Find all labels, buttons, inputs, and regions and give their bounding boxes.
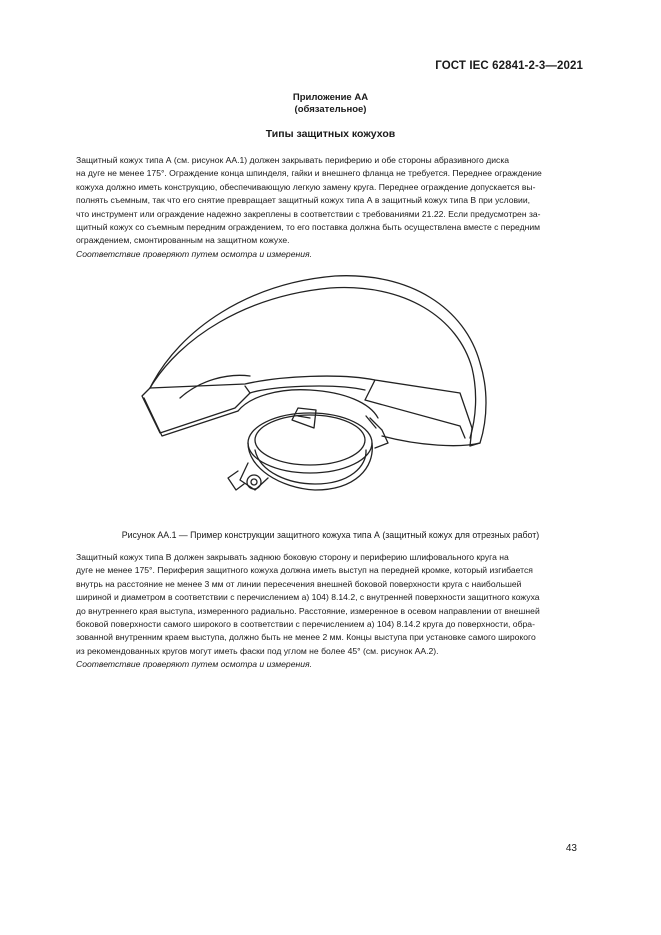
paragraph-line: зованной внутренним краем выступа, должно быть не менее 2 мм. Концы выступа при установке самого широкого [76, 632, 536, 643]
section-title: Типы защитных кожухов [265, 128, 396, 140]
paragraph-line: Защитный кожух типа В должен закрывать заднюю боковую сторону и периферию шлифовального круга на [76, 552, 509, 562]
annex-status: (обязательное) [294, 104, 367, 115]
compliance-note: Соответствие проверяют путем осмотра и измерения. [76, 248, 312, 259]
paragraph-line: что инструмент или ограждение надежно закреплены в соответствии с требованиями 21.22. Если предусмотрен за- [76, 208, 541, 219]
paragraph-line: внутрь на расстояние не менее 3 мм от линии пересечения внешней боковой поверхности круга с наибольшей [76, 578, 522, 589]
paragraph-line: боковой поверхности самого широкого в соответствии с перечислением а) 104) 8.14.2 круга до поверхности, обра- [76, 619, 535, 630]
annex-heading [0, 92, 661, 116]
document-header-standard: ГОСТ IEC 62841-2-3—2021 [435, 60, 583, 72]
paragraph-line: кожуха должно иметь конструкцию, обеспечивающую легкую замену круга. Переднее ограждение допускается вы- [76, 181, 536, 192]
paragraph-line: полнять съемным, так что его снятие превращает защитный кожух типа А в защитный кожух типа В при условии, [76, 195, 531, 206]
paragraph-line: дуге не менее 175°. Периферия защитного кожуха должна иметь выступ на передней кромке, который изгибается [76, 565, 533, 576]
paragraph-line: на дуге не менее 175°. Ограждение конца шпинделя, гайки и внешнего фланца не требуется. Переднее ограждение [76, 168, 542, 179]
paragraph-type-b [76, 551, 582, 672]
paragraph-type-a [76, 154, 582, 261]
paragraph-line: ограждением, смонтированным на защитном кожухе. [76, 235, 290, 246]
figure-caption: Рисунок АА.1 — Пример конструкции защитного кожуха типа А (защитный кожух для отрезных работ) [121, 530, 540, 540]
guard-type-a-figure [120, 268, 540, 516]
paragraph-line: щитный кожух со съемным передним ограждением, то его поставка должна быть осуществлена вместе с передним [76, 222, 541, 233]
annex-title: Приложение АА [292, 92, 369, 103]
paragraph-line: шириной и диаметром в соответствии с перечислением а) 104) 8.14.2, с внутренней поверхности защитного кожуха [76, 592, 540, 603]
paragraph-line: из рекомендованных кругов могут иметь фаски под углом не более 45° (см. рисунок АА.2). [76, 645, 439, 656]
paragraph-line: до внутреннего края выступа, измеренного радиально. Расстояние, измеренное в осевом направлении от внешней [76, 605, 540, 616]
paragraph-line: Защитный кожух типа А (см. рисунок АА.1) должен закрывать периферию и обе стороны абразивного диска [76, 155, 510, 165]
compliance-note: Соответствие проверяют путем осмотра и измерения. [76, 659, 312, 670]
page-number: 43 [565, 843, 577, 854]
